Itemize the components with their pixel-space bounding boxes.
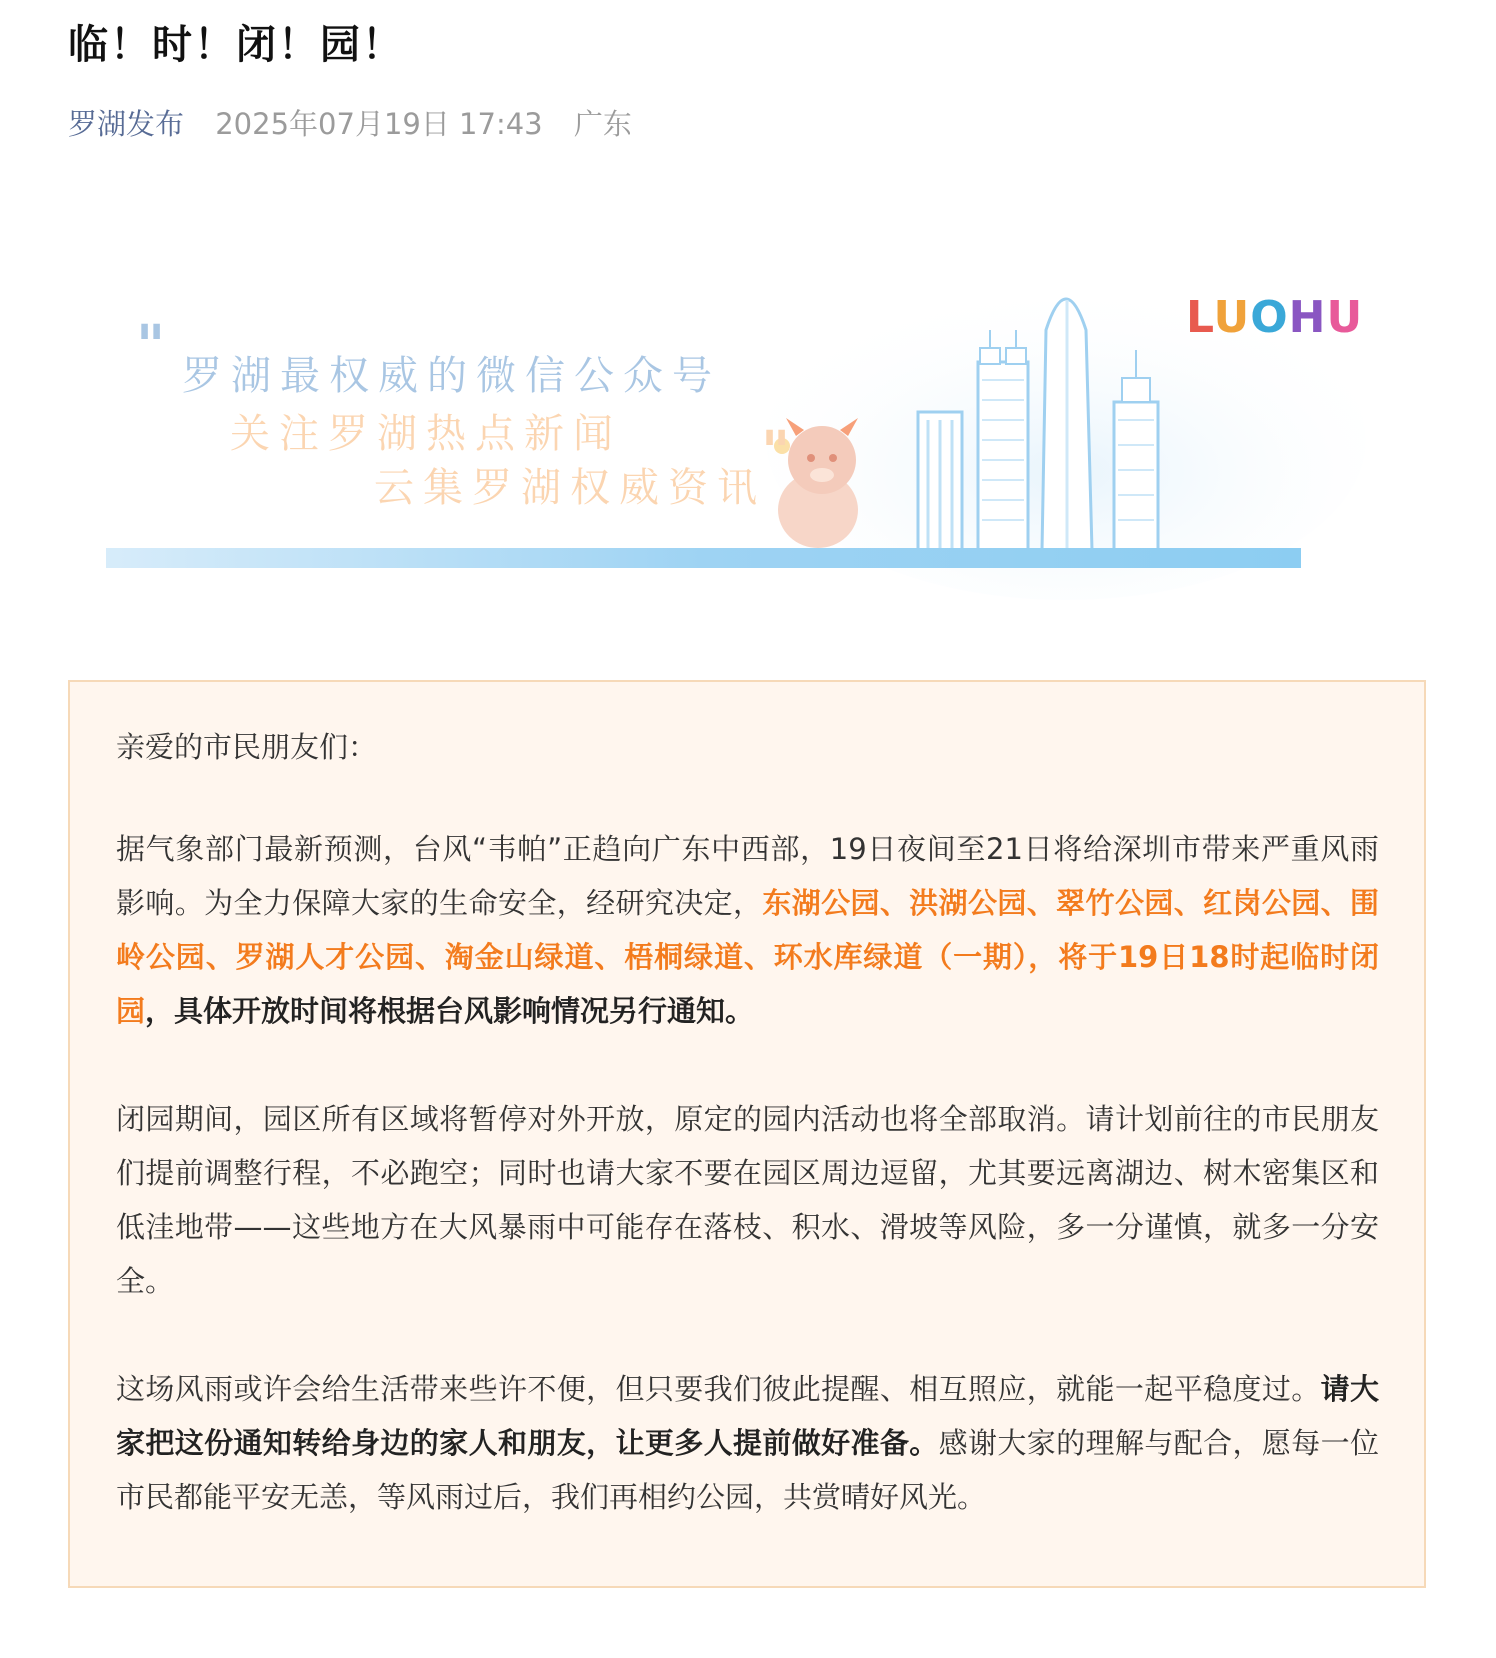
closed-parks-highlight: 东湖公园、洪湖公园、翠竹公园、红岗公园、围岭公园、罗湖人才公园、淘金山绿道、梧桐绿道、环水库绿道（一期），将于19日18时起临时闭园 [116, 886, 1379, 1028]
banner-slogan-line2: 关注罗湖热点新闻 [230, 411, 622, 457]
paragraph-text: 这场风雨或许会给生活带来些许不便，但只要我们彼此提醒、相互照应，就能一起平稳度过。 [116, 1372, 1321, 1406]
brand-letter: U [1213, 292, 1251, 343]
reopen-notice-text: ，具体开放时间将根据台风影响情况另行通知。 [145, 994, 755, 1028]
paragraph-text: 据气象部门最新预测，台风“韦帕”正趋向广东中西部，19日夜间至21日将给深圳市带来严重风雨影响。为全力保障大家的生命安全，经研究决定， [116, 832, 1379, 920]
notice-box [68, 680, 1426, 1588]
brand-letter: H [1288, 292, 1327, 343]
publish-location: 广东 [573, 107, 632, 141]
notice-greeting: 亲爱的市民朋友们： [116, 730, 378, 764]
banner-slogan-line3: 云集罗湖权威资讯 [374, 465, 766, 511]
account-name-link[interactable]: 罗湖发布 [68, 107, 185, 141]
notice-paragraph-2: 闭园期间，园区所有区域将暂停对外开放，原定的园内活动也将全部取消。请计划前往的市民朋友们提前调整行程，不必跑空；同时也请大家不要在园区周边逗留，尤其要远离湖边、树木密集区和低洼地带——这些地方在大风暴雨中可能存在落枝、积水、滑坡等风险，多一分谨慎，就多一分安全。 [116, 1102, 1379, 1298]
brand-letter: U [1326, 292, 1364, 343]
brand-letter: L [1186, 292, 1214, 343]
notice-paragraph-3 [116, 1362, 1379, 1524]
brand-letter: O [1250, 292, 1289, 343]
notice-paragraph-1 [116, 822, 1379, 1038]
banner-slogan-line1: 罗湖最权威的微信公众号 [182, 353, 721, 399]
article-title: 临！时！闭！园！ [68, 22, 404, 68]
close-quote-mark: " [761, 420, 791, 485]
luohu-brand-logo [1186, 292, 1363, 343]
article-meta [68, 102, 632, 146]
publish-date: 2025年07月19日 17:43 [215, 107, 543, 141]
paragraph-text: 感谢大家的理解与配合，愿每一位市民都能平安无恙，等风雨过后，我们再相约公园，共赏晴好风光。 [116, 1426, 1379, 1514]
header-banner-image [106, 270, 1376, 610]
share-request-bold: 请大家把这份通知转给身边的家人和朋友，让更多人提前做好准备。 [116, 1372, 1379, 1460]
open-quote-mark: " [136, 314, 166, 379]
